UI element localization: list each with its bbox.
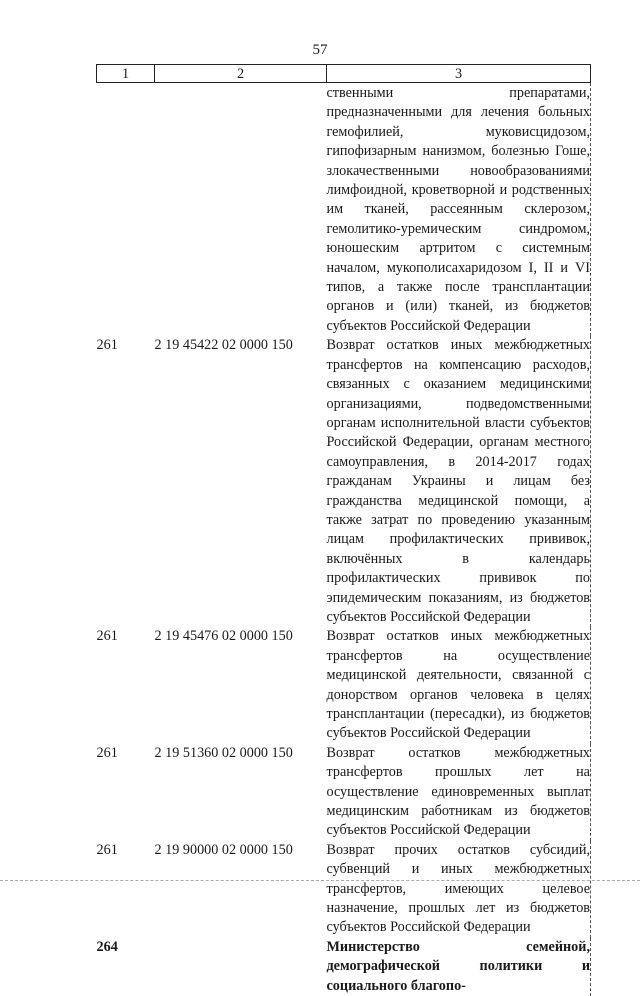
budget-code-cell [155, 83, 327, 337]
table-body [97, 83, 591, 996]
admin-code-cell: 261 [97, 627, 155, 743]
column-header-3: 3 [327, 65, 591, 83]
column-header-1: 1 [97, 65, 155, 83]
table-row-ministry [97, 938, 591, 996]
budget-code-cell: 2 19 90000 02 0000 150 [155, 841, 327, 938]
table-row [97, 627, 591, 743]
description-cell: ственными препаратами, предназначенными для лечения больных гемофилией, муковисцидозом, гипофизарным нанизмом, болезнью Гоше, злокачественными новообразованиями лимфоидной, кроветворной и родственных им тканей, рассеянным склерозом, гемолитико-уремическим синдромом, юношеским артритом с системным началом, мукополисахаридозом I, II и VI типов, а также после трансплантации органов и (или) тканей, из бюджетов субъектов Российской Федерации [327, 83, 591, 337]
table-header [97, 65, 591, 83]
budget-code-cell: 2 19 45422 02 0000 150 [155, 336, 327, 627]
admin-code-cell: 261 [97, 841, 155, 938]
description-cell: Возврат остатков иных межбюджетных трансфертов на компенсацию расходов, связанных с оказанием медицинскими организациями, подведомственными органам исполнительной власти субъектов Российской Федерации, органам местного самоуправления, в 2014-2017 годах гражданам Украины и лицам без гражданства медицинской помощи, а также затрат по проведению указанным лицам профилактических прививок, включённых в календарь профилактических прививок по эпидемическим показаниям, из бюджетов субъектов Российской Федерации [327, 336, 591, 627]
scan-edge-line [0, 880, 640, 881]
admin-code-cell: 264 [97, 938, 155, 996]
budget-code-cell: 2 19 51360 02 0000 150 [155, 744, 327, 841]
admin-code-cell [97, 83, 155, 337]
budget-codes-table [96, 64, 591, 996]
budget-code-cell: 2 19 45476 02 0000 150 [155, 627, 327, 743]
budget-code-cell [155, 938, 327, 996]
admin-code-cell: 261 [97, 336, 155, 627]
table-row [97, 336, 591, 627]
column-header-2: 2 [155, 65, 327, 83]
page-number: 57 [0, 42, 640, 59]
ministry-name-cell: Министерство семейной, демографической политики и социального благопо- [327, 938, 591, 996]
table-row [97, 744, 591, 841]
table-row [97, 841, 591, 938]
table-row [97, 83, 591, 337]
description-cell: Возврат прочих остатков субсидий, субвенций и иных межбюджетных трансфертов, имеющих целевое назначение, прошлых лет из бюджетов субъектов Российской Федерации [327, 841, 591, 938]
description-cell: Возврат остатков межбюджетных трансфертов прошлых лет на осуществление единовременных выплат медицинским работникам из бюджетов субъектов Российской Федерации [327, 744, 591, 841]
description-cell: Возврат остатков иных межбюджетных трансфертов на осуществление медицинской деятельности, связанной с донорством органов человека в целях трансплантации (пересадки), из бюджетов субъектов Российской Федерации [327, 627, 591, 743]
header-row [97, 65, 591, 83]
admin-code-cell: 261 [97, 744, 155, 841]
